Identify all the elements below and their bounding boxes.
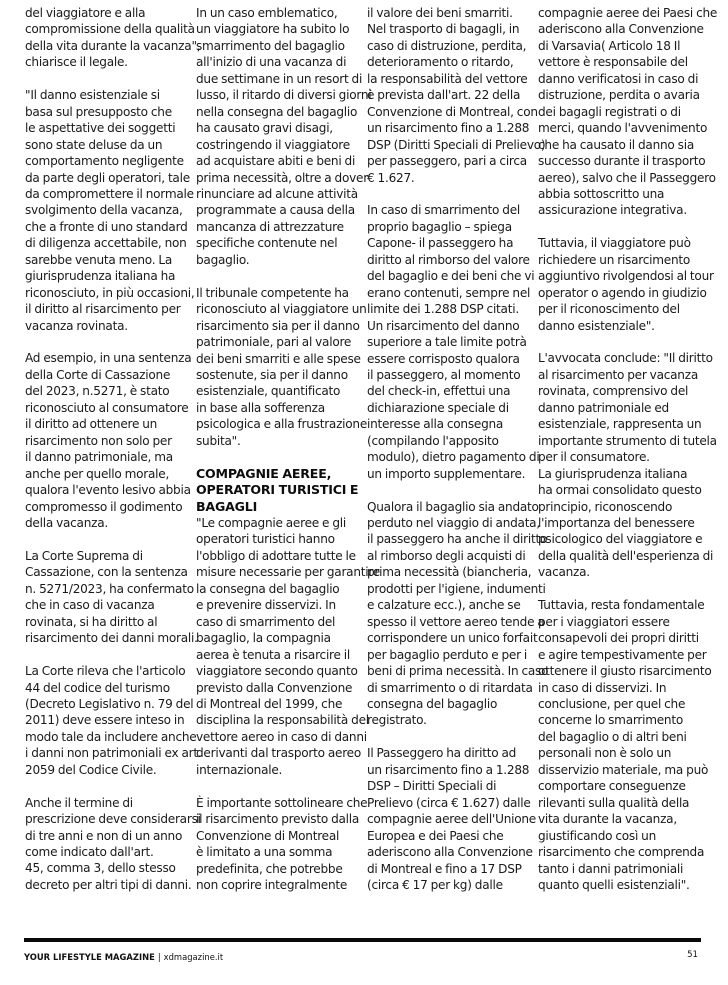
- text-line: da parte degli operatori, tale: [25, 170, 190, 185]
- page-number: 51: [687, 950, 698, 960]
- paragraph: [367, 5, 546, 186]
- text-line: importante strumento di tutela: [538, 433, 717, 448]
- text-line: DSP (Diritti Speciali di Prelievo): [367, 137, 546, 152]
- text-line: risarcimento che comprenda: [538, 845, 705, 860]
- text-line: 44 del codice del turismo: [25, 680, 170, 695]
- text-line: danno esistenziale".: [538, 318, 655, 333]
- text-line: modo tale da includere anche: [25, 729, 197, 744]
- text-line: il danno patrimoniale, ma: [25, 450, 173, 465]
- paragraph: [25, 548, 198, 647]
- text-line: sono state deluse da un: [25, 137, 163, 152]
- text-line: vettore è responsabile del: [538, 55, 688, 70]
- text-line: La Corte Suprema di: [25, 548, 143, 563]
- text-line: Europea e dei Paesi che: [367, 828, 504, 843]
- text-line: della vacanza.: [25, 516, 108, 531]
- text-line: subita".: [196, 433, 241, 448]
- website-link[interactable]: xdmagazine.it: [163, 952, 224, 962]
- text-line: danno patrimoniale ed: [538, 400, 669, 415]
- text-line: dei bagagli registrati o di: [538, 104, 681, 119]
- text-line: operatori turistici hanno: [196, 532, 335, 547]
- text-line: comportare conseguenze: [538, 779, 686, 794]
- text-line: Ad esempio, in una sentenza: [25, 351, 192, 366]
- text-line: il diritto ad ottenere un: [25, 417, 158, 432]
- text-line: del bagaglio e dei beni che vi: [367, 269, 535, 284]
- text-line: prima necessità (biancheria,: [367, 565, 532, 580]
- text-line: il risarcimento previsto dalla: [196, 812, 360, 827]
- text-line: In caso di smarrimento del: [367, 203, 520, 218]
- text-line: proprio bagaglio – spiega: [367, 219, 512, 234]
- heading-line: OPERATORI TURISTICI E: [196, 482, 359, 498]
- text-line: aderiscono alla Convenzione: [538, 22, 704, 37]
- text-line: 2011) deve essere inteso in: [25, 713, 185, 728]
- text-line: È importante sottolineare che: [196, 795, 368, 810]
- text-line: di diligenza accettabile, non: [25, 236, 187, 251]
- paragraph: [367, 202, 540, 482]
- paragraph: [538, 5, 718, 219]
- text-line: Prelievo (circa € 1.627) dalle: [367, 795, 531, 810]
- text-line: di tre anni e non di un anno: [25, 828, 183, 843]
- heading-line: COMPAGNIE AEREE,: [196, 465, 332, 481]
- text-line: il diritto al risarcimento per: [25, 302, 181, 317]
- text-line: conclusione, per quel che: [538, 696, 686, 711]
- text-line: un risarcimento fino a 1.288: [367, 121, 530, 136]
- text-line: esistenziale, rappresenta un: [538, 417, 702, 432]
- text-line: risarcimento sia per il danno: [196, 318, 360, 333]
- magazine-name: YOUR LIFESTYLE MAGAZINE: [24, 952, 155, 962]
- article-column-3: [367, 5, 549, 910]
- text-line: perduto nel viaggio di andata,: [367, 516, 540, 531]
- text-line: l'importanza del benessere: [538, 516, 695, 531]
- text-line: compromissione della qualità: [25, 22, 195, 37]
- text-line: smarrimento del bagaglio: [196, 38, 345, 53]
- text-line: aderiscono alla Convenzione: [367, 845, 533, 860]
- text-line: dei beni smarriti e alle spese: [196, 351, 361, 366]
- text-line: patrimoniale, pari al valore: [196, 335, 352, 350]
- text-line: al rimborso degli acquisti di: [367, 548, 526, 563]
- text-line: (compilando l'apposito: [367, 433, 499, 448]
- text-line: l'obbligo di adottare tutte le: [196, 548, 356, 563]
- text-line: lusso, il ritardo di diversi giorni: [196, 88, 372, 103]
- article-column-2: [196, 5, 380, 910]
- text-line: operator o agendo in giudizio: [538, 285, 707, 300]
- text-line: misure necessarie per garantire: [196, 565, 380, 580]
- text-line: n. 5271/2023, ha confermato: [25, 581, 194, 596]
- text-line: costringendo il viaggiatore: [196, 137, 350, 152]
- text-line: svolgimento della vacanza,: [25, 203, 183, 218]
- text-line: ad acquistare abiti e beni di: [196, 154, 356, 169]
- text-line: compagnie aeree dell'Unione: [367, 812, 536, 827]
- text-line: consapevoli dei propri diritti: [538, 631, 699, 646]
- paragraph: [538, 235, 714, 334]
- text-line: basa sul presupposto che: [25, 104, 172, 119]
- text-line: il passeggero ha anche il diritto: [367, 532, 548, 547]
- text-line: di Varsavia( Articolo 18 Il: [538, 38, 681, 53]
- text-line: Cassazione, con la sentenza: [25, 565, 188, 580]
- text-line: del check-in, effettui una: [367, 384, 511, 399]
- text-line: del viaggiatore e alla: [25, 6, 146, 20]
- text-line: viaggiatore secondo quanto: [196, 664, 358, 679]
- text-line: chiarisce il legale.: [25, 55, 128, 70]
- text-line: internazionale.: [196, 762, 283, 777]
- text-line: L'avvocata conclude: "Il diritto: [538, 351, 713, 366]
- text-line: vettore aereo in caso di danni: [196, 729, 367, 744]
- text-line: ha ormai consolidato questo: [538, 483, 702, 498]
- text-line: il passeggero, al momento: [367, 367, 521, 382]
- text-line: vacanza rovinata.: [25, 318, 128, 333]
- text-line: corrispondere un unico forfait: [367, 631, 538, 646]
- text-line: previsto dalla Convenzione: [196, 680, 353, 695]
- paragraph: [25, 663, 202, 778]
- text-line: la responsabilità del vettore: [367, 71, 528, 86]
- text-line: diritto al rimborso del valore: [367, 252, 530, 267]
- paragraph: [25, 87, 195, 334]
- text-line: al risarcimento per vacanza: [538, 367, 698, 382]
- text-line: è prevista dall'art. 22 della: [367, 88, 521, 103]
- text-line: le aspettative dei soggetti: [25, 121, 176, 136]
- text-line: Capone- il passeggero ha: [367, 236, 514, 251]
- text-line: che ha causato il danno sia: [538, 137, 694, 152]
- footer-separator: |: [157, 952, 161, 962]
- text-line: aereo), salvo che il Passeggero: [538, 170, 716, 185]
- text-line: caso di smarrimento del: [196, 614, 336, 629]
- text-line: disciplina la responsabilità del: [196, 713, 369, 728]
- paragraph: [25, 5, 201, 71]
- text-line: comportamento negligente: [25, 154, 184, 169]
- paragraph: [367, 499, 549, 729]
- text-line: Il tribunale competente ha: [196, 285, 349, 300]
- text-line: Il Passeggero ha diritto ad: [367, 746, 517, 761]
- text-line: i danni non patrimoniali ex art.: [25, 746, 202, 761]
- text-line: riconosciuto, in più occasioni,: [25, 285, 195, 300]
- text-line: bagaglio, la compagnia: [196, 631, 331, 646]
- text-line: e prevenire disservizi. In: [196, 598, 336, 613]
- text-line: danno verificatosi in caso di: [538, 71, 699, 86]
- text-line: Qualora il bagaglio sia andato: [367, 499, 539, 514]
- text-line: un risarcimento fino a 1.288: [367, 762, 530, 777]
- text-line: merci, quando l'avvenimento: [538, 121, 708, 136]
- text-line: DSP – Diritti Speciali di: [367, 779, 497, 794]
- text-line: della Corte di Cassazione: [25, 367, 171, 382]
- text-line: ottenere il giusto risarcimento: [538, 664, 712, 679]
- text-line: "Le compagnie aeree e gli: [196, 516, 346, 531]
- text-line: in base alla sofferenza: [196, 400, 325, 415]
- text-line: essere corrisposto qualora: [367, 351, 520, 366]
- text-line: Convenzione di Montreal: [196, 828, 340, 843]
- text-line: risarcimento dei danni morali.: [25, 631, 198, 646]
- text-line: dichiarazione speciale di: [367, 400, 509, 415]
- text-line: prescrizione deve considerarsi: [25, 812, 201, 827]
- text-line: decreto per altri tipi di danni.: [25, 877, 192, 892]
- text-line: anche per quello morale,: [25, 466, 170, 481]
- text-line: riconosciuto al consumatore: [25, 400, 189, 415]
- text-line: consegna del bagaglio: [367, 697, 498, 711]
- paragraph: [196, 285, 366, 450]
- text-line: Tuttavia, il viaggiatore può: [538, 236, 691, 251]
- text-line: mancanza di attrezzature: [196, 219, 344, 234]
- paragraph: [196, 795, 366, 894]
- text-line: compagnie aeree dei Paesi che: [538, 6, 718, 20]
- text-line: successo durante il trasporto: [538, 154, 706, 169]
- text-line: un viaggiatore ha subito lo: [196, 22, 350, 37]
- text-line: superiore a tale limite potrà: [367, 335, 527, 350]
- text-line: e agire tempestivamente per: [538, 647, 707, 662]
- text-line: concerne lo smarrimento: [538, 713, 683, 728]
- text-line: 2059 del Codice Civile.: [25, 762, 157, 777]
- article-column-4: [538, 5, 718, 910]
- text-line: di Montreal del 1999, che: [196, 697, 343, 711]
- text-line: per il consumatore.: [538, 450, 650, 465]
- text-line: erano contenuti, sempre nel: [367, 285, 531, 300]
- text-line: distruzione, perdita o avaria: [538, 88, 700, 103]
- text-line: In un caso emblematico,: [196, 6, 338, 20]
- text-line: psicologica e alla frustrazione: [196, 417, 368, 432]
- text-line: per i viaggiatori essere: [538, 614, 670, 629]
- text-line: 45, comma 3, dello stesso: [25, 861, 176, 876]
- text-line: prodotti per l'igiene, indumenti: [367, 581, 546, 596]
- text-line: registrato.: [367, 713, 427, 728]
- text-line: esistenziale, quantificato: [196, 384, 341, 399]
- text-line: ha causato gravi disagi,: [196, 121, 333, 136]
- text-line: risarcimento non solo per: [25, 433, 172, 448]
- text-line: del 2023, n.5271, è stato: [25, 384, 170, 399]
- text-line: qualora l'evento lesivo abbia: [25, 483, 191, 498]
- text-line: "Il danno esistenziale si: [25, 88, 160, 103]
- text-line: assicurazione integrativa.: [538, 203, 687, 218]
- text-line: (circa € 17 per kg) dalle: [367, 877, 503, 892]
- text-line: per bagaglio perduto e per i: [367, 647, 528, 662]
- paragraph: [196, 5, 372, 268]
- text-line: modulo), dietro pagamento di: [367, 450, 540, 465]
- text-line: Convenzione di Montreal, con: [367, 104, 538, 119]
- text-line: due settimane in un resort di: [196, 71, 363, 86]
- text-line: Un risarcimento del danno: [367, 318, 520, 333]
- paragraph: [538, 597, 712, 893]
- text-line: per passeggero, pari a circa: [367, 154, 527, 169]
- text-line: compromesso il godimento: [25, 499, 183, 514]
- text-line: rilevanti sulla qualità della: [538, 795, 690, 810]
- paragraph: [196, 515, 380, 778]
- text-line: è limitato a una somma: [196, 845, 333, 860]
- text-line: che a fronte di uno standard: [25, 219, 188, 234]
- text-line: principio, riconoscendo: [538, 499, 673, 514]
- text-line: in caso di disservizi. In: [538, 680, 667, 695]
- text-line: Tuttavia, resta fondamentale: [538, 598, 705, 613]
- text-line: del bagaglio o di altri beni: [538, 729, 687, 744]
- text-line: deterioramento o ritardo,: [367, 55, 514, 70]
- text-line: un importo supplementare.: [367, 466, 526, 481]
- text-line: della vita durante la vacanza",: [25, 38, 201, 53]
- text-line: il valore dei beni smarriti.: [367, 6, 513, 20]
- text-line: Nel trasporto di bagagli, in: [367, 22, 520, 37]
- text-line: la consegna del bagaglio: [196, 581, 340, 596]
- text-line: all'inizio di una vacanza di: [196, 55, 347, 70]
- text-line: interesse alla consegna: [367, 417, 504, 432]
- text-line: limite dei 1.288 DSP citati.: [367, 302, 519, 317]
- text-line: Anche il termine di: [25, 795, 133, 810]
- text-line: psicologico del viaggiatore e: [538, 532, 703, 547]
- text-line: come indicato dall'art.: [25, 845, 154, 860]
- text-line: di Montreal e fino a 17 DSP: [367, 861, 522, 876]
- paragraph: [538, 350, 717, 580]
- text-line: programmate a causa della: [196, 203, 355, 218]
- text-line: giurisprudenza italiana ha: [25, 269, 176, 284]
- text-line: € 1.627.: [367, 170, 415, 185]
- heading-line: BAGAGLI: [196, 498, 258, 514]
- text-line: giustificando così un: [538, 828, 657, 843]
- text-line: La Corte rileva che l'articolo: [25, 664, 186, 679]
- text-line: caso di distruzione, perdita,: [367, 38, 527, 53]
- text-line: riconosciuto al viaggiatore un: [196, 302, 367, 317]
- text-line: vita durante la vacanza,: [538, 812, 677, 827]
- text-line: di smarrimento o di ritardata: [367, 680, 533, 695]
- text-line: abbia sottoscritto una: [538, 186, 665, 201]
- text-line: della qualità dell'esperienza di: [538, 548, 714, 563]
- text-line: rinunciare ad alcune attività: [196, 186, 358, 201]
- text-line: personali non è solo un: [538, 746, 672, 761]
- text-line: rovinata, si ha diritto al: [25, 614, 158, 629]
- text-line: aggiuntivo rivolgendosi al tour: [538, 269, 714, 284]
- text-line: (Decreto Legislativo n. 79 del: [25, 696, 194, 711]
- text-line: per il riconoscimento del: [538, 302, 680, 317]
- text-line: che in caso di vacanza: [25, 598, 155, 613]
- text-line: disservizio materiale, ma può: [538, 762, 709, 777]
- text-line: vacanza.: [538, 565, 590, 580]
- text-line: sarebbe venuta meno. La: [25, 252, 173, 267]
- text-line: rovinata, comprensivo del: [538, 384, 689, 399]
- section-heading: [196, 466, 366, 515]
- text-line: derivanti dal trasporto aereo: [196, 746, 362, 761]
- footer-masthead: [24, 952, 223, 962]
- paragraph: [25, 795, 201, 894]
- text-line: prima necessità, oltre a dover: [196, 170, 368, 185]
- footer-divider: [24, 938, 701, 942]
- text-line: da compromettere il normale: [25, 186, 194, 201]
- paragraph: [367, 745, 537, 893]
- text-line: non coprire integralmente: [196, 877, 348, 892]
- text-line: sostenute, sia per il danno: [196, 367, 348, 382]
- article-column-1: [25, 5, 202, 910]
- text-line: La giurisprudenza italiana: [538, 466, 688, 481]
- text-line: quanto quelli esistenziali".: [538, 877, 690, 892]
- paragraph: [25, 350, 191, 531]
- text-line: spesso il vettore aereo tende a: [367, 614, 545, 629]
- text-line: richiedere un risarcimento: [538, 252, 691, 267]
- text-line: beni di prima necessità. In caso: [367, 664, 549, 679]
- text-line: specifiche contenute nel: [196, 236, 338, 251]
- text-line: nella consegna del bagaglio: [196, 104, 358, 119]
- text-line: e calzature ecc.), anche se: [367, 598, 521, 613]
- text-line: tanto i danni patrimoniali: [538, 861, 684, 876]
- text-line: bagaglio.: [196, 252, 250, 267]
- text-line: aerea è tenuta a risarcire il: [196, 647, 351, 662]
- text-line: predefinita, che potrebbe: [196, 861, 343, 876]
